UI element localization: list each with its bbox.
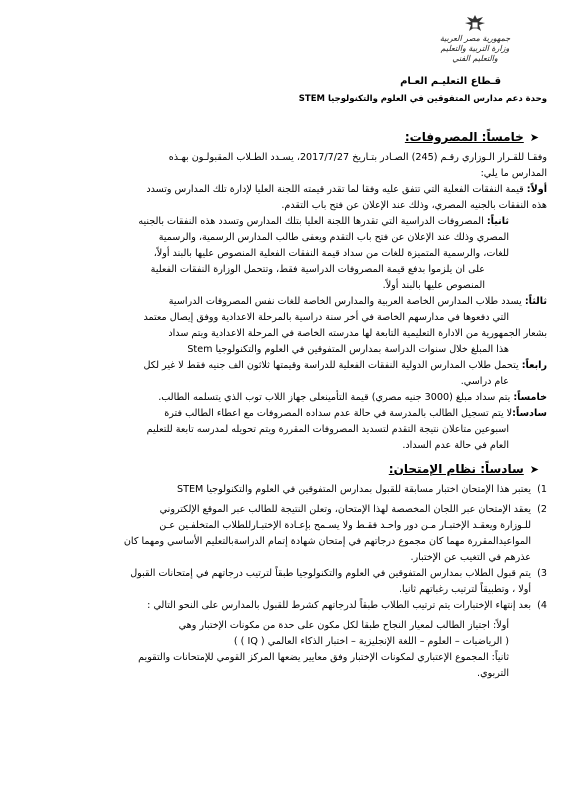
second-label: ثانياً: (486, 216, 509, 227)
exam-item-3 (30, 566, 547, 582)
intro-line-1: وفقـا للقـرار الـوزاري رقـم (245) الصـادر بتـاريخ 2017/7/27، يسـدد الطـلاب المقبولـون بهـذه (168, 152, 547, 163)
second-paragraph (30, 214, 547, 230)
sixth-line-1: لا يتم تسجيل الطالب بالمدرسة في حالة عدم سداده المصروفات مع اعطاء الطالب فترة (164, 408, 513, 419)
exam-item-4 (30, 598, 547, 614)
fifth-line-1: يتم سداد مبلغ (3000 جنيه مصري) قيمة التأمينعلى جهاز اللاب توب الذي يتسلمه الطالب. (158, 392, 514, 403)
logo-line-3: والتعليم الفني (452, 54, 498, 63)
item-number: 4) (537, 600, 547, 611)
exam-item-2-line-1: يعقد الإمتحان عبر اللجان المخصصة لهذا الإمتحان، وتعلن النتيجة للطالب عبر الموقع الإلكتروني (159, 504, 531, 515)
fifth-label: خامساً: (513, 392, 547, 403)
section-6-title: سادساً: نظام الإمتحان: (388, 462, 524, 476)
fourth-line-2: عام دراسي. (460, 376, 509, 387)
exam-item-2-line-2: للـوزارة ويعقـد الإختبـار مـن دور واحـد فقـط ولا يسـمح بإعـادة الإختبـارللطلاب المتخلفـين عـن (159, 520, 531, 531)
second-line-1: المصروفات الدراسية التي تقدرها اللجنة العليا بتلك المدارس وتسدد هذه النفقات بالجنيه (138, 216, 487, 227)
item-number: 1) (537, 484, 547, 495)
eagle-emblem-icon (464, 14, 486, 34)
fourth-paragraph (30, 358, 547, 374)
third-line-1: يسدد طلاب المدارس الخاصة العربية والمدارس الخاصة للغات نفس المصروفات الدراسية (168, 296, 525, 307)
first-line-1: قيمة النفقات الفعلية التي تتفق عليه وفقا لما تقدر قيمته اللجنة العليا لإدارة تلك المدارس وتسدد (146, 184, 527, 195)
exam-item-4-text: بعد إنتهاء الإختبارات يتم ترتيب الطلاب طبقاً لدرجاتهم كشرط للقبول بالمدارس على النحو التالي : (147, 600, 531, 611)
fourth-label: رابعاً: (521, 360, 547, 371)
exam-item-1 (30, 482, 547, 498)
criteria-first-line-2: ( الرياضيات – العلوم – اللغة الإنجليزية – اختبار الذكاء العالمي ( IQ ) ) (233, 636, 509, 647)
third-label: ثالثاً: (524, 296, 547, 307)
criteria-first-line-1: أولاً: اجتياز الطالب لمعيار النجاح طبقا لكل مكون على حدة من مكونات الإختبار وهي (178, 620, 509, 631)
third-line-2: التي دفعوها في مدارسهم الخاصة في أخر سنة دراسية بالمرحلة الاعدادية ووفق إيصال معتمد (143, 312, 509, 323)
second-line-5: المنصوص عليها بالبند أولاً. (382, 280, 485, 291)
logo-line-1: جمهورية مصر العربية (439, 34, 511, 43)
page-header (0, 8, 565, 108)
logo-line-2: وزارة التربية والتعليم (440, 44, 510, 53)
unit-title: وحدة دعم مدارس المتفوقين في العلوم والتكنولوجيا STEM (298, 94, 547, 104)
intro-line-2: المدارس ما يلي: (480, 168, 547, 179)
second-line-4: على ان يلزموا بدفع قيمة المصروفات الدراسية فقط، وتتحمل الوزارة النفقات الفعلية (150, 264, 485, 275)
first-label: أولاً: (526, 184, 547, 195)
section-6-heading (30, 462, 539, 476)
item-number: 2) (537, 504, 547, 515)
arrow-bullet-icon: ➤ (529, 130, 539, 144)
third-line-3: بشعار الجمهورية من الادارة التعليمية التابعة لها مدرسته الخاصة في المرحلة الاعدادية ويتم سداد (168, 328, 547, 339)
exam-item-3-line-2: أولا ، وتطبيقاً لترتيب رغباتهم ثانيا. (398, 584, 531, 595)
sixth-line-3: العام في حالة عدم السداد. (402, 440, 509, 451)
second-line-3: للغات، والرسمية المتميزة للغات من سداد قيمة النفقات الفعلية المنصوص عليها بالبند أولاً، (153, 248, 509, 259)
sector-title: قـطاع التعليـم العـام (400, 76, 501, 87)
sixth-line-2: اسبوعين متاعلان نتيجة التقدم لتسديد المصروفات المقررة ويتم تحويله لمدرسه تابعة للتعليم (146, 424, 509, 435)
criteria-second-line-2: التربوي. (477, 668, 509, 679)
item-number: 3) (537, 568, 547, 579)
exam-item-3-line-1: يتم قبول الطلاب بمدارس المتفوقين في العلوم والتكنولوجيا طبقاً لترتيب درجاتهم في إمتحانات القبول (130, 568, 531, 579)
section-5-title: خامساً: المصروفات: (404, 130, 524, 144)
arrow-bullet-icon: ➤ (529, 462, 539, 476)
exam-item-2-line-4: عذرهم في التغيب عن الإختبار. (410, 552, 531, 563)
first-paragraph (30, 182, 547, 198)
fourth-line-1: يتحمل طلاب المدارس الدولية النفقات الفعلية للدراسة وقيمتها ثلاثون الف جنيه فقط لا غير لكل (143, 360, 522, 371)
fifth-paragraph (30, 390, 547, 406)
third-paragraph (30, 294, 547, 310)
exam-item-2 (30, 502, 547, 518)
exam-item-2-line-3: المواعيدالمقررة مهما كان مجموع درجاتهم في إمتحان شهادة إتمام الدراسةبالتعليم الأساسي ومهما كان (123, 536, 531, 547)
exam-item-1-text: يعتبر هذا الإمتحان اختبار مسابقة للقبول بمدارس المتفوقين في العلوم والتكنولوجيا STEM (177, 484, 531, 495)
first-line-2: هذه النفقات بالجنيه المصري، وذلك عند الإعلان عن فتح باب التقدم. (281, 200, 547, 211)
sixth-label: سادساً: (512, 408, 547, 419)
sixth-paragraph (30, 406, 547, 422)
ministry-logo (405, 14, 545, 72)
criteria-second-line-1: ثانياً: المجموع الإعتباري لمكونات الإختبار وفق معايير يضعها المركز القومي للإمتحانات والتقويم (138, 652, 509, 663)
third-line-4: هذا المبلغ خلال سنوات الدراسة بمدارس المتفوقين في العلوم والتكنولوجيا Stem (187, 344, 509, 355)
document-body (0, 120, 565, 682)
second-line-2: المصري وذلك عند الإعلان عن فتح باب التقدم ويعفى طالب المدارس الرسمية، والرسمية (158, 232, 509, 243)
ranking-criteria (30, 618, 547, 682)
section-5-heading (30, 130, 539, 144)
